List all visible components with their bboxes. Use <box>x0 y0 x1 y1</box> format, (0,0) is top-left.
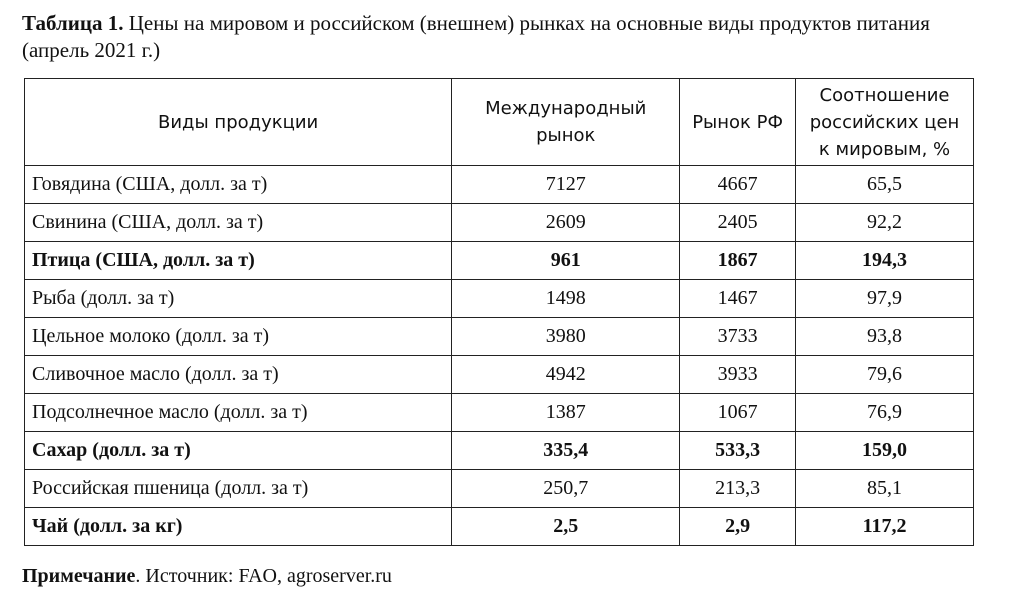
table-row <box>25 318 974 356</box>
cell-rf: 4667 <box>680 166 796 204</box>
prices-table <box>24 78 974 546</box>
cell-rf: 1067 <box>680 394 796 432</box>
table-row <box>25 166 974 204</box>
cell-rf: 3933 <box>680 356 796 394</box>
cell-ratio: 93,8 <box>796 318 974 356</box>
cell-rf: 2,9 <box>680 508 796 546</box>
cell-international: 7127 <box>452 166 680 204</box>
cell-product: Птица (США, долл. за т) <box>25 242 452 280</box>
footnote <box>22 565 392 588</box>
table-row <box>25 242 974 280</box>
cell-rf: 1467 <box>680 280 796 318</box>
cell-international: 3980 <box>452 318 680 356</box>
header-product: Виды продукции <box>25 79 452 166</box>
cell-rf: 2405 <box>680 204 796 242</box>
cell-international: 1498 <box>452 280 680 318</box>
header-ratio: Соотношение российских цен к мировым, % <box>796 79 974 166</box>
note-text: . Источник: FAO, agroserver.ru <box>135 565 392 587</box>
cell-product: Сахар (долл. за т) <box>25 432 452 470</box>
cell-product: Чай (долл. за кг) <box>25 508 452 546</box>
header-row <box>25 79 974 166</box>
table-row <box>25 204 974 242</box>
cell-product: Российская пшеница (долл. за т) <box>25 470 452 508</box>
cell-international: 335,4 <box>452 432 680 470</box>
table-row <box>25 470 974 508</box>
cell-ratio: 65,5 <box>796 166 974 204</box>
cell-ratio: 117,2 <box>796 508 974 546</box>
cell-international: 4942 <box>452 356 680 394</box>
cell-international: 961 <box>452 242 680 280</box>
cell-rf: 1867 <box>680 242 796 280</box>
cell-product: Цельное молоко (долл. за т) <box>25 318 452 356</box>
cell-rf: 3733 <box>680 318 796 356</box>
table-row <box>25 508 974 546</box>
cell-international: 250,7 <box>452 470 680 508</box>
cell-product: Рыба (долл. за т) <box>25 280 452 318</box>
cell-ratio: 79,6 <box>796 356 974 394</box>
header-international: Международный рынок <box>452 79 680 166</box>
cell-ratio: 159,0 <box>796 432 974 470</box>
header-rf: Рынок РФ <box>680 79 796 166</box>
table-row <box>25 432 974 470</box>
cell-product: Свинина (США, долл. за т) <box>25 204 452 242</box>
cell-ratio: 76,9 <box>796 394 974 432</box>
table-row <box>25 280 974 318</box>
cell-product: Сливочное масло (долл. за т) <box>25 356 452 394</box>
caption-text: Цены на мировом и российском (внешнем) рынках на основные виды продуктов питания (апрель 2021 г.) <box>22 11 930 62</box>
cell-rf: 213,3 <box>680 470 796 508</box>
caption-label: Таблица 1. <box>22 11 124 35</box>
cell-product: Говядина (США, долл. за т) <box>25 166 452 204</box>
table-row <box>25 394 974 432</box>
cell-international: 2,5 <box>452 508 680 546</box>
table-row <box>25 356 974 394</box>
cell-ratio: 97,9 <box>796 280 974 318</box>
table-caption <box>22 10 1002 64</box>
cell-ratio: 85,1 <box>796 470 974 508</box>
note-label: Примечание <box>22 565 136 587</box>
cell-ratio: 194,3 <box>796 242 974 280</box>
cell-international: 2609 <box>452 204 680 242</box>
cell-ratio: 92,2 <box>796 204 974 242</box>
cell-international: 1387 <box>452 394 680 432</box>
cell-product: Подсолнечное масло (долл. за т) <box>25 394 452 432</box>
cell-rf: 533,3 <box>680 432 796 470</box>
